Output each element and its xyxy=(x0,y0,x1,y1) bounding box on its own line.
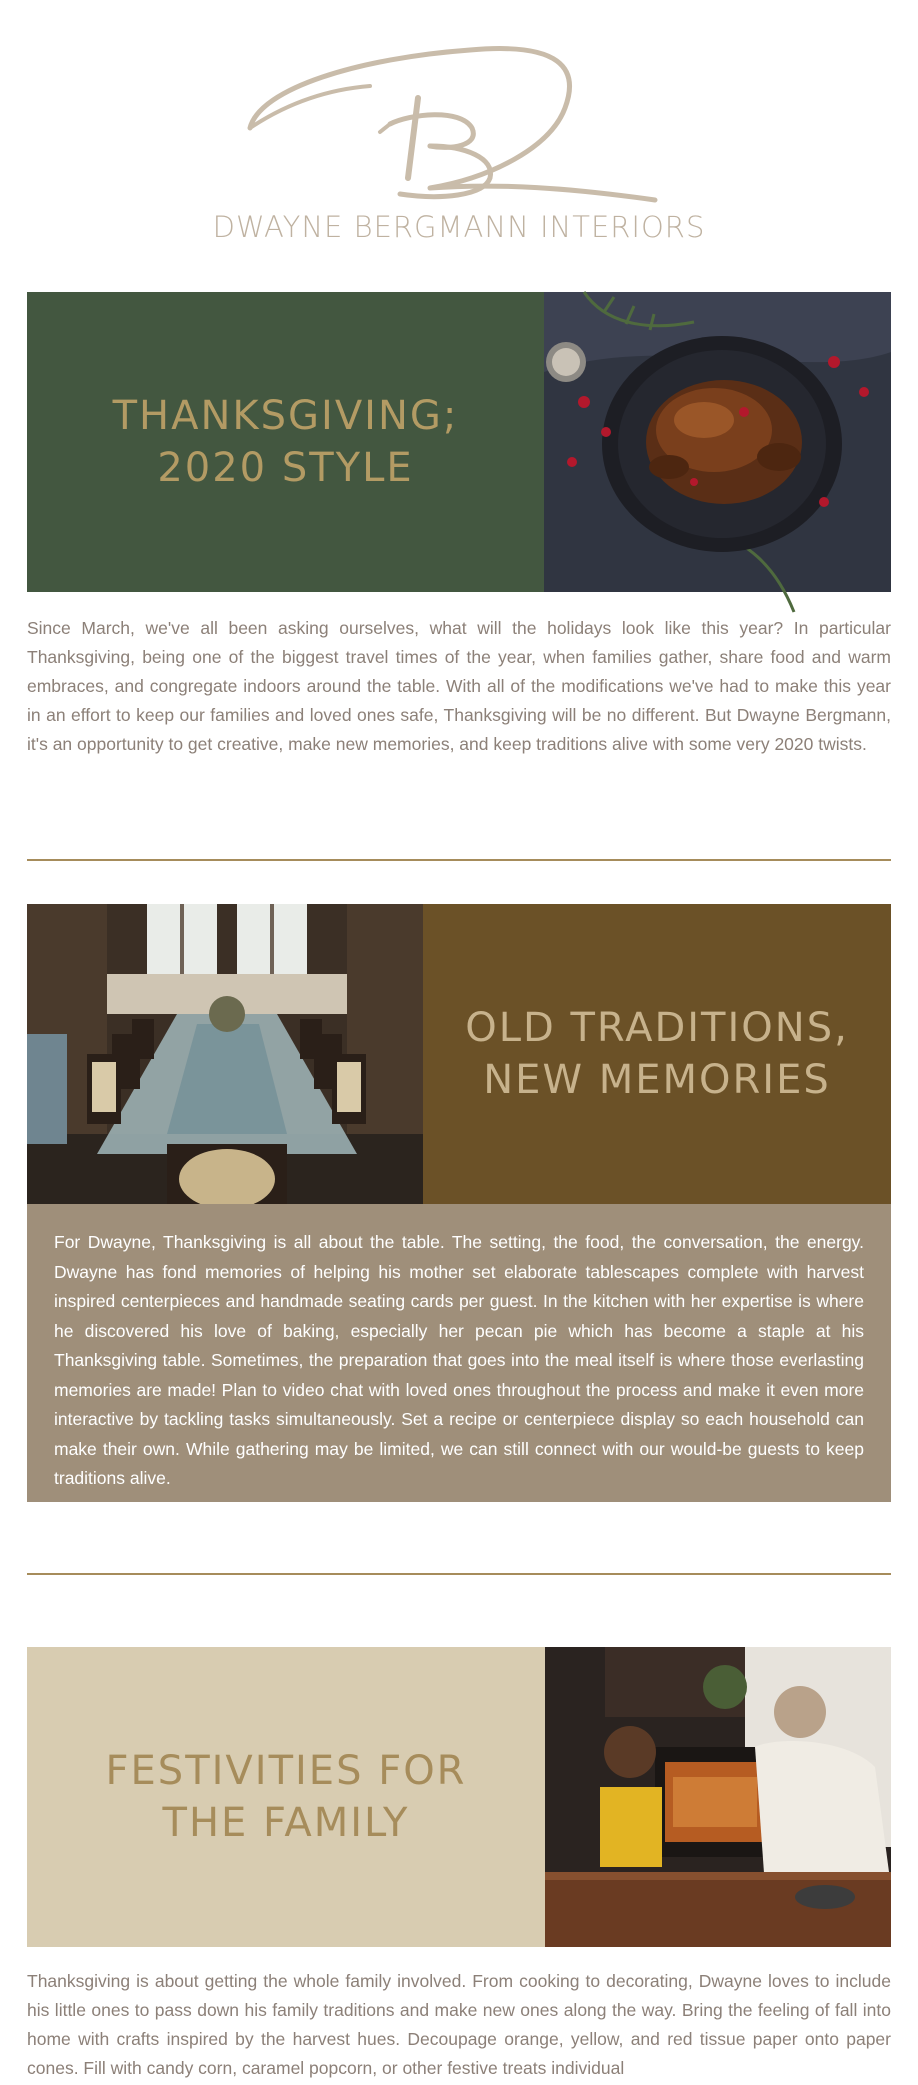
story-text-box xyxy=(27,1204,891,1502)
heading-panel xyxy=(27,1647,545,1947)
roast-turkey-photo xyxy=(544,292,891,592)
monogram-logo-icon xyxy=(240,15,680,208)
section-body-text: For Dwayne, Thanksgiving is all about the table. The setting, the food, the conversation, the energy. Dwayne has fond memories of helping his mother set elaborate tablescapes complete with harvest inspired centerpieces and handmade seating cards per guest. In the kitchen with her expertise is where he discovered his love of baking, especially her pecan pie which has become a staple at his Thanksgiving table. Sometimes, the preparation that goes into the meal itself is where those everlasting memories are made! Plan to video chat with loved ones throughout the process and make it even more interactive by tackling tasks simultaneously. Set a recipe or centerpiece display so each household can make their own. While gathering may be limited, we can still connect with our would-be guests to keep traditions alive. xyxy=(54,1232,864,1488)
section-thanksgiving-2020 xyxy=(27,292,891,592)
divider-line xyxy=(27,1573,891,1575)
section-heading xyxy=(113,390,459,494)
heading-line-2: NEW MEMORIES xyxy=(483,1057,831,1103)
divider-line xyxy=(27,859,891,861)
turkey-image xyxy=(544,292,891,592)
kitchen-oven-image xyxy=(545,1647,891,1947)
heading-line-1: FESTIVITIES FOR xyxy=(105,1748,467,1794)
dining-table-image xyxy=(27,904,423,1204)
dining-room-photo xyxy=(27,904,423,1204)
heading-panel xyxy=(423,904,891,1204)
family-baking-photo xyxy=(545,1647,891,1947)
heading-line-1: THANKSGIVING; xyxy=(112,393,459,439)
section-heading xyxy=(465,1002,849,1106)
section-body-text: Since March, we've all been asking ourselves, what will the holidays look like this year? In particular Thanksgiving, being one of the biggest travel times of the year, when families gather, share food and warm embraces, and congregate indoors around the table. With all of the modifications we've had to make this year in an effort to keep our families and loved ones safe, Thanksgiving will be no different. But Dwayne Bergmann, it's an opportunity to get creative, make new memories, and keep traditions alive with some very 2020 twists. xyxy=(27,618,891,754)
section-old-traditions xyxy=(27,904,891,1204)
heading-line-1: OLD TRADITIONS, xyxy=(465,1005,849,1051)
heading-line-2: 2020 STYLE xyxy=(157,445,414,491)
section-festivities xyxy=(27,1647,891,1947)
monogram-letter: B xyxy=(240,15,251,32)
section-heading xyxy=(106,1745,467,1849)
section-body-text: Thanksgiving is about getting the whole family involved. From cooking to decorating, Dwayne loves to include his little ones to pass down his family traditions and make new ones along the way. Bring the feeling of fall into home with crafts inspired by the harvest hues. Decoupage orange, yellow, and red tissue paper onto paper cones. Fill with candy corn, caramel popcorn, or other festive treats individual xyxy=(27,1971,891,2078)
heading-line-2: THE FAMILY xyxy=(162,1800,410,1846)
heading-panel xyxy=(27,292,544,592)
brand-name: DWAYNE BERGMANN INTERIORS xyxy=(212,210,706,244)
brand-logo[interactable] xyxy=(0,15,918,250)
